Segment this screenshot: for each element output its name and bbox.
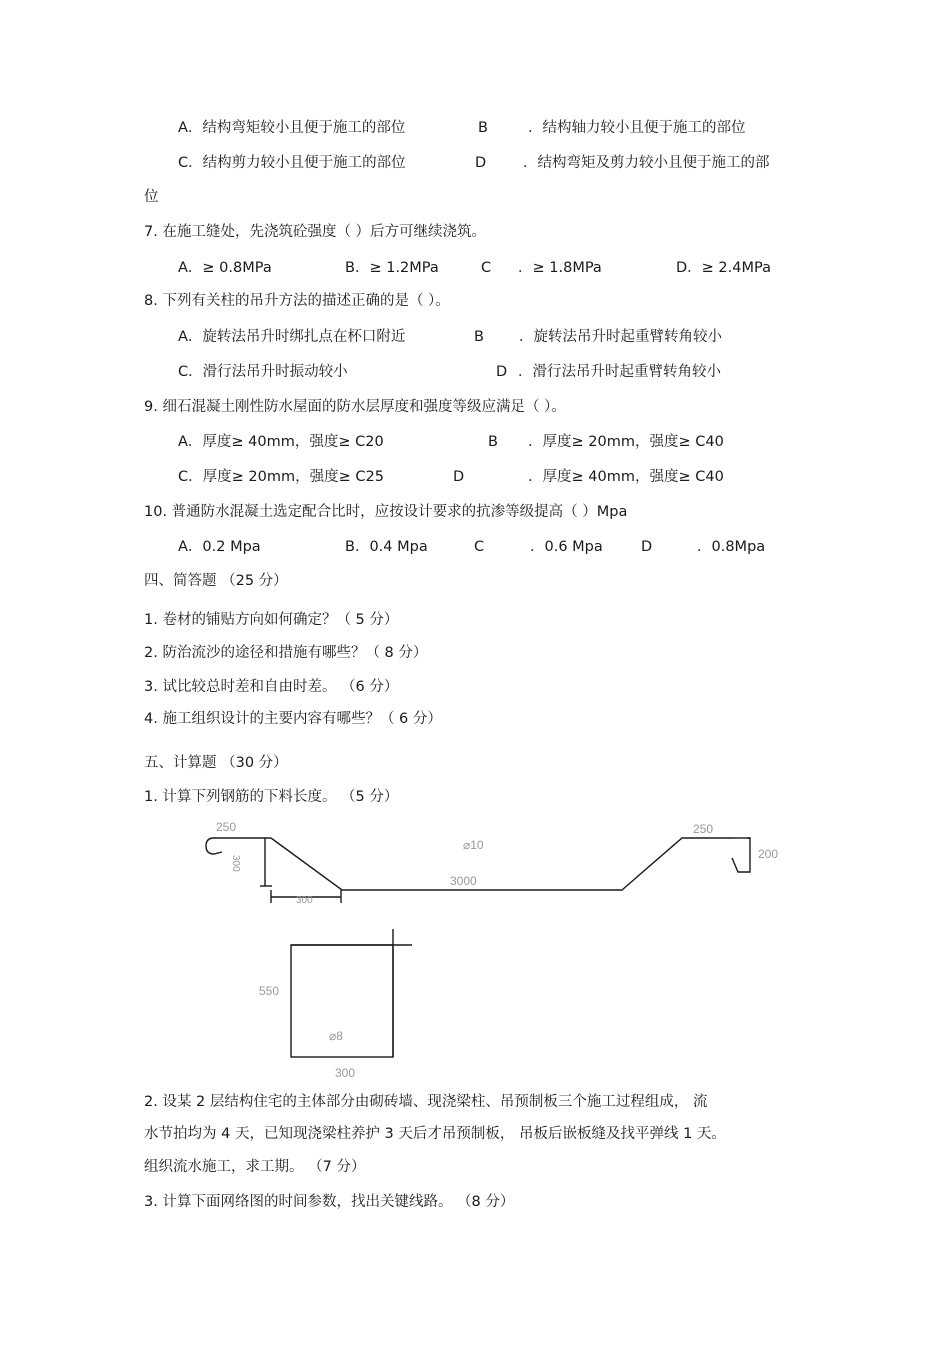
q6-option-b-letter: B — [478, 120, 488, 136]
q8-option-d: ．滑行法吊升时起重臂转角较小 — [518, 364, 721, 380]
fig2-width-label: 300 — [335, 1066, 356, 1080]
q10-stem: 10. 普通防水混凝土选定配合比时，应按设计要求的抗渗等级提高（ ）Mpa — [144, 504, 628, 520]
section-4-item-2: 2. 防治流沙的途径和措施有哪些？（ 8 分） — [144, 645, 428, 661]
q7-option-d: D．≥ 2.4MPa — [676, 260, 771, 276]
q8-stem: 8. 下列有关柱的吊升方法的描述正确的是（ ）。 — [144, 293, 450, 309]
q10-option-d-letter: D — [641, 539, 653, 555]
q6-option-a: A．结构弯矩较小且便于施工的部位 — [178, 120, 406, 136]
q9-option-d: ．厚度≥ 40mm，强度≥ C40 — [528, 469, 724, 485]
q9-option-d-letter: D — [453, 469, 465, 485]
q9-stem: 9. 细石混凝土刚性防水屋面的防水层厚度和强度等级应满足（ ）。 — [144, 399, 566, 415]
section-4-item-1: 1. 卷材的铺贴方向如何确定？（ 5 分） — [144, 612, 399, 628]
main-bar-shape — [271, 838, 734, 890]
section-5-title: 五、计算题 （30 分） — [144, 755, 288, 771]
q8-option-d-letter: D — [496, 364, 508, 380]
section-5-question-2-line-3: 组织流水施工，求工期。 （7 分） — [144, 1159, 366, 1175]
section-5-question-2-line-2: 水节拍均为 4 天，已知现浇梁柱养护 3 天后才吊预制板， 吊板后嵌板缝及找平弹线 1 天。 — [144, 1126, 726, 1142]
fig1-right-drop-label: 200 — [758, 847, 779, 861]
q6-option-d-letter: D — [475, 155, 487, 171]
section-5-question-3: 3. 计算下面网络图的时间参数，找出关键线路。 （8 分） — [144, 1194, 515, 1210]
fig1-height-label: 300 — [230, 855, 241, 872]
q9-option-b: ．厚度≥ 20mm，强度≥ C40 — [528, 434, 724, 450]
q8-option-b: ．旋转法吊升时起重臂转角较小 — [519, 329, 722, 345]
q10-option-c-letter: C — [474, 539, 485, 555]
q10-option-a: A．0.2 Mpa — [178, 539, 261, 555]
section-4-item-3: 3. 试比较总时差和自由时差。 （6 分） — [144, 679, 399, 695]
q6-option-b: ．结构轴力较小且便于施工的部位 — [528, 120, 746, 136]
q9-option-b-letter: B — [488, 434, 498, 450]
section-5-question-1: 1. 计算下列钢筋的下料长度。 （5 分） — [144, 789, 399, 805]
q10-option-d: ．0.8Mpa — [697, 539, 766, 555]
q9-option-a: A．厚度≥ 40mm，强度≥ C20 — [178, 434, 384, 450]
fig2-height-label: 550 — [259, 984, 280, 998]
left-hook-shape — [206, 838, 271, 854]
q7-option-c-letter: C — [481, 260, 492, 276]
q6-option-c: C．结构剪力较小且便于施工的部位 — [178, 155, 406, 171]
right-hook-shape — [732, 838, 750, 872]
q7-option-c: ．≥ 1.8MPa — [518, 260, 602, 276]
q8-option-b-letter: B — [474, 329, 484, 345]
section-4-item-4: 4. 施工组织设计的主要内容有哪些？（ 6 分） — [144, 711, 442, 727]
q6-option-d: ．结构弯矩及剪力较小且便于施工的部 — [523, 155, 770, 171]
q10-option-c: ．0.6 Mpa — [530, 539, 603, 555]
section-4-title: 四、简答题 （25 分） — [144, 573, 288, 589]
fig2-diameter-label: ⌀8 — [329, 1029, 343, 1043]
fig1-diameter-label: ⌀10 — [463, 838, 484, 852]
stirrup-figure — [291, 929, 412, 1057]
fig1-run-label: 300 — [296, 895, 313, 906]
q8-option-c: C．滑行法吊升时振动较小 — [178, 364, 348, 380]
q7-stem: 7. 在施工缝处，先浇筑砼强度（ ）后方可继续浇筑。 — [144, 224, 487, 240]
fig1-middle-length-label: 3000 — [450, 874, 477, 888]
fig1-left-hook-label: 250 — [216, 820, 237, 834]
q7-option-b: B．≥ 1.2MPa — [345, 260, 439, 276]
q8-option-a: A．旋转法吊升时绑扎点在杯口附近 — [178, 329, 406, 345]
q7-option-a: A．≥ 0.8MPa — [178, 260, 272, 276]
fig1-right-hook-label: 250 — [693, 822, 714, 836]
section-5-question-2-line-1: 2. 设某 2 层结构住宅的主体部分由砌砖墙、现浇梁柱、吊预制板三个施工过程组成， 流 — [144, 1094, 708, 1110]
q10-option-b: B．0.4 Mpa — [345, 539, 428, 555]
q9-option-c: C．厚度≥ 20mm，强度≥ C25 — [178, 469, 384, 485]
q6-option-d-continuation: 位 — [144, 189, 159, 205]
